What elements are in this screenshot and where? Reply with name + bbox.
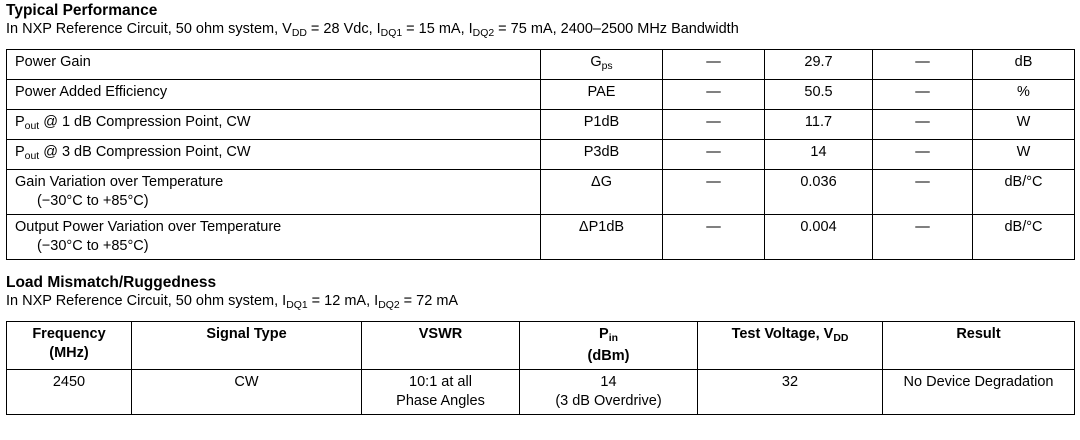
table-row [7, 49, 1075, 79]
header-line1: VSWR [418, 325, 463, 342]
cell-vswr [362, 370, 520, 415]
cell-pin-line2: (3 dB Overdrive) [555, 393, 662, 410]
characteristic-text: Gain Variation over Temperature [15, 173, 224, 190]
idq1-subscript: DQ1 [286, 299, 308, 311]
symbol-text: P1dB [583, 113, 620, 130]
row-symbol [541, 109, 663, 139]
row-characteristic [7, 169, 541, 214]
row-unit: dB/°C [973, 169, 1075, 214]
symbol-text: P3dB [583, 143, 620, 160]
section-spacer [6, 260, 1074, 274]
row-min: — [663, 109, 765, 139]
row-characteristic: Power Added Efficiency [7, 79, 541, 109]
vdd-value: = 28 Vdc, I [306, 21, 381, 37]
symbol-text: ΔG [591, 173, 612, 190]
table-row [7, 79, 1075, 109]
cell-vswr-line2: Phase Angles [396, 393, 485, 410]
header-frequency [7, 321, 132, 370]
table-row [7, 370, 1075, 415]
row-symbol [541, 79, 663, 109]
cell-signal-type: CW [132, 370, 362, 415]
symbol-text: G [590, 53, 602, 70]
row-typ: 50.5 [765, 79, 873, 109]
idq2-value: = 72 mA [399, 292, 459, 309]
row-characteristic [7, 139, 541, 169]
row-min: — [663, 169, 765, 214]
row-typ: 0.004 [765, 214, 873, 259]
header-line2: (MHz) [49, 344, 89, 361]
characteristic-text: P [15, 143, 25, 160]
cell-vswr-line1: 10:1 at all [409, 374, 472, 391]
idq2-subscript: DQ2 [378, 299, 400, 311]
header-line1: Signal Type [206, 325, 287, 342]
row-max: — [873, 169, 973, 214]
row-max: — [873, 214, 973, 259]
characteristic-second-line: (−30°C to +85°C) [37, 192, 149, 209]
row-min: — [663, 139, 765, 169]
row-min: — [663, 214, 765, 259]
row-symbol [541, 169, 663, 214]
header-line1: Result [956, 325, 1001, 342]
header-line2: (dBm) [587, 348, 630, 365]
row-symbol [541, 214, 663, 259]
characteristic-text: P [15, 113, 25, 130]
header-signal-type [132, 321, 362, 370]
characteristic-rest: @ 3 dB Compression Point, CW [39, 143, 251, 160]
row-unit: dB/°C [973, 214, 1075, 259]
row-min: — [663, 79, 765, 109]
cell-pin-line1: 14 [600, 374, 617, 391]
row-unit: dB [973, 49, 1075, 79]
header-line1-text: P [599, 325, 609, 342]
table-row [7, 139, 1075, 169]
header-line1 [526, 325, 691, 348]
typical-performance-title: Typical Performance [6, 2, 158, 19]
idq1-value: = 12 mA, I [307, 292, 379, 309]
row-characteristic: Power Gain [7, 49, 541, 79]
table-row [7, 169, 1075, 214]
idq2-value: = 75 mA, 2400–2500 MHz Bandwidth [494, 21, 739, 37]
table-header-row [7, 321, 1075, 370]
header-vswr [362, 321, 520, 370]
row-max: — [873, 139, 973, 169]
header-result [883, 321, 1075, 370]
table-row [7, 109, 1075, 139]
header-line1-subscript: DD [833, 332, 849, 344]
header-test-voltage [698, 321, 883, 370]
header-pin [520, 321, 698, 370]
row-max: — [873, 49, 973, 79]
row-min: — [663, 49, 765, 79]
cell-test-voltage: 32 [698, 370, 883, 415]
table-row [7, 214, 1075, 259]
cell-frequency: 2450 [7, 370, 132, 415]
row-max: — [873, 79, 973, 109]
characteristic-subscript: out [24, 150, 40, 162]
idq1-value: = 15 mA, I [402, 21, 473, 37]
row-symbol [541, 49, 663, 79]
vdd-subscript: DD [291, 27, 307, 39]
symbol-text: ΔP1dB [578, 218, 625, 235]
characteristic-second-line: (−30°C to +85°C) [37, 237, 149, 254]
row-typ: 29.7 [765, 49, 873, 79]
symbol-text: PAE [587, 83, 616, 100]
load-mismatch-title: Load Mismatch/Ruggedness [6, 273, 217, 291]
symbol-subscript: ps [601, 60, 613, 72]
row-typ: 0.036 [765, 169, 873, 214]
header-line1: Frequency [32, 325, 106, 342]
header-line1-subscript: in [608, 332, 618, 344]
cell-result: No Device Degradation [883, 370, 1075, 415]
load-mismatch-table [6, 321, 1075, 416]
row-unit: W [973, 139, 1075, 169]
row-characteristic [7, 214, 541, 259]
row-max: — [873, 109, 973, 139]
conditions-prefix: In NXP Reference Circuit, 50 ohm system, I [6, 292, 287, 309]
characteristic-text: Output Power Variation over Temperature [15, 218, 282, 235]
row-typ: 14 [765, 139, 873, 169]
row-typ: 11.7 [765, 109, 873, 139]
row-unit: W [973, 109, 1075, 139]
typical-performance-conditions [6, 20, 1074, 43]
row-characteristic [7, 109, 541, 139]
row-unit: % [973, 79, 1075, 109]
idq1-subscript: DQ1 [380, 27, 403, 39]
conditions-prefix: In NXP Reference Circuit, 50 ohm system, V [6, 21, 292, 37]
cell-pin [520, 370, 698, 415]
load-mismatch-conditions [6, 292, 1074, 315]
characteristic-rest: @ 1 dB Compression Point, CW [39, 113, 251, 130]
row-symbol [541, 139, 663, 169]
header-line1 [704, 325, 876, 348]
characteristic-subscript: out [24, 120, 40, 132]
header-line1-text: Test Voltage, V [731, 325, 834, 342]
typical-performance-table [6, 49, 1075, 260]
idq2-subscript: DQ2 [472, 27, 495, 39]
